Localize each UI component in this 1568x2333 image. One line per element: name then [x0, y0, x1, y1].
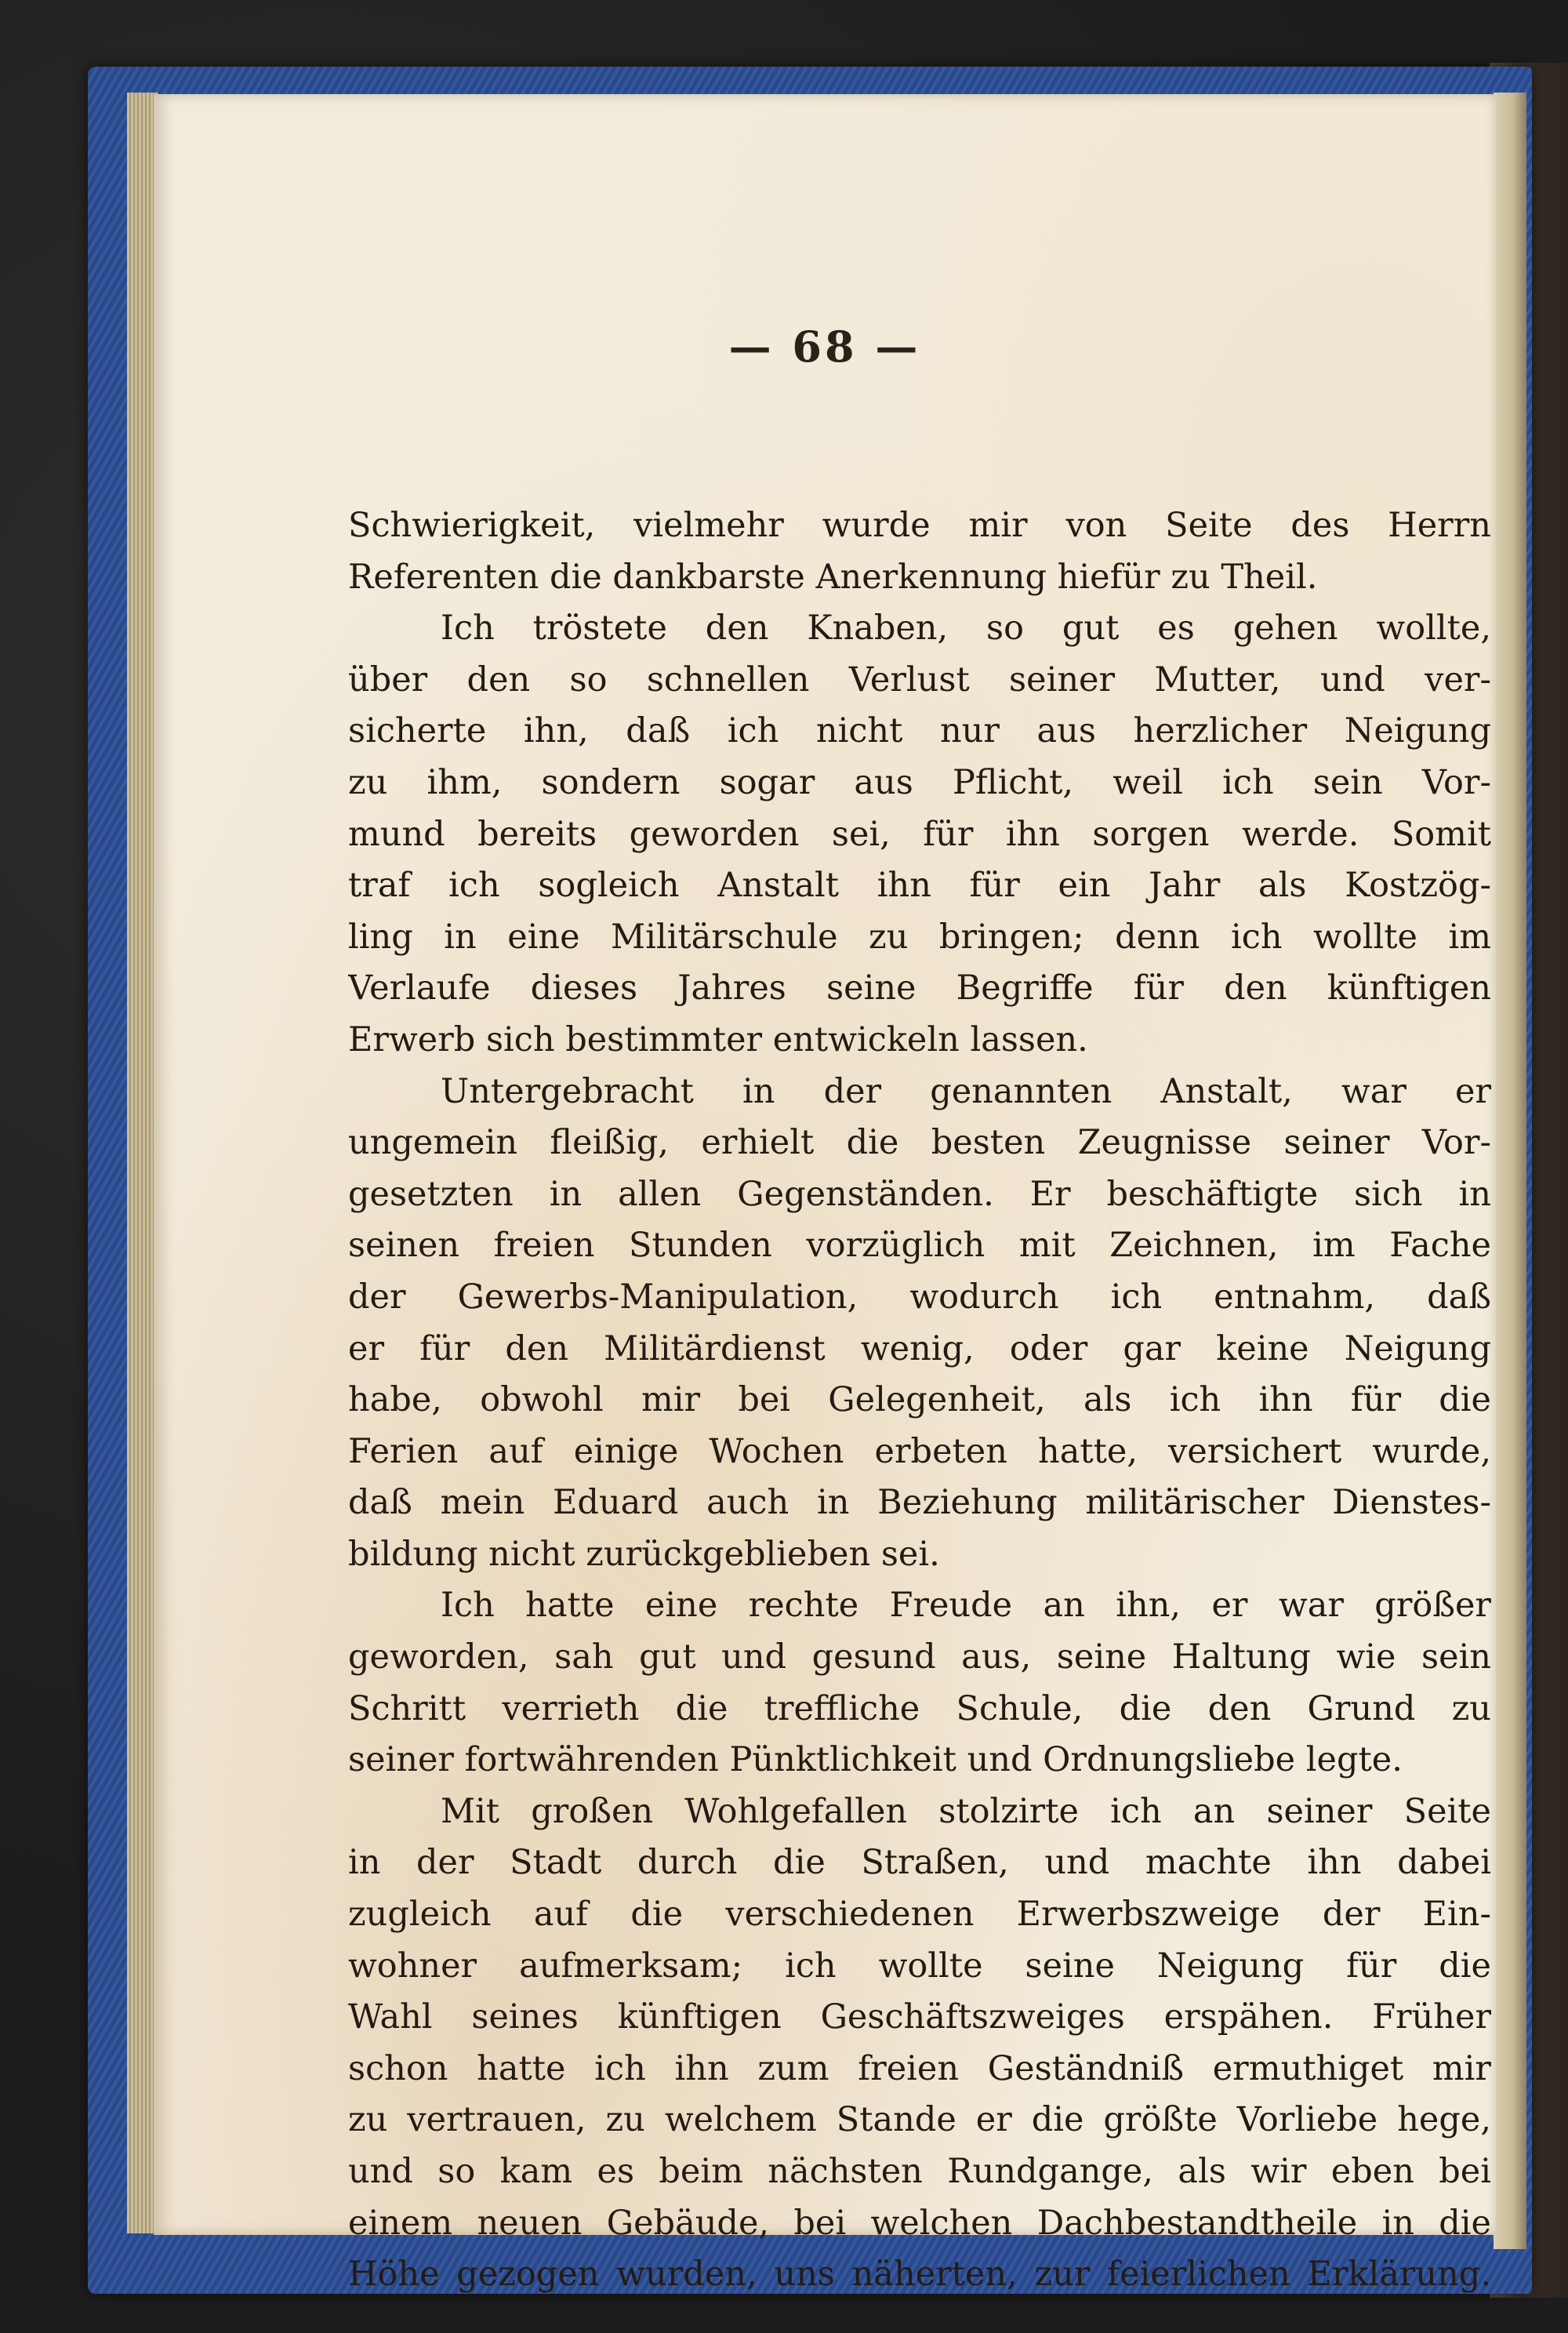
text-line: Schwierigkeit, vielmehr wurde mir von Seite des Herrn — [348, 506, 1491, 545]
text-line: Ich hatte eine rechte Freude an ihn, er war größer — [441, 1586, 1491, 1626]
next-page-edge — [1494, 93, 1526, 2249]
text-line: Untergebracht in der genannten Anstalt, war er — [441, 1071, 1491, 1111]
text-line: Referenten die dankbarste Anerkennung hiefür zu Theil. — [348, 557, 1318, 597]
text-line: geworden, sah gut und gesund aus, seine Haltung wie sein — [348, 1637, 1491, 1677]
text-line: traf ich sogleich Anstalt ihn für ein Jahr als Kostzög- — [348, 866, 1491, 906]
text-line: seiner fortwährenden Pünktlichkeit und Ordnungsliebe legte. — [348, 1740, 1403, 1780]
text-line: Erwerb sich bestimmter entwickeln lassen. — [348, 1019, 1088, 1059]
text-line: zu vertrauen, zu welchem Stande er die größte Vorliebe hege, — [348, 2100, 1491, 2140]
text-line: bildung nicht zurückgeblieben sei. — [348, 1534, 940, 1574]
text-line: gesetzten in allen Gegenständen. Er beschäftigte sich in — [348, 1174, 1491, 1214]
text-line: mund bereits geworden sei, für ihn sorgen werde. Somit — [348, 814, 1491, 854]
book-page — [154, 94, 1496, 2295]
text-line: in der Stadt durch die Straßen, und machte ihn dabei — [348, 1843, 1491, 1883]
page-body-text — [348, 500, 1491, 2301]
text-line: Höhe gezogen wurden, uns näherten, zur feierlichen Erklärung. — [348, 2255, 1491, 2295]
text-line: seinen freien Stunden vorzüglich mit Zeichnen, im Fache — [348, 1226, 1491, 1266]
page-number: — 68 — — [728, 322, 921, 372]
text-line: er für den Militärdienst wenig, oder gar keine Neigung — [348, 1328, 1491, 1368]
text-line: Ich tröstete den Knaben, so gut es gehen wollte, — [441, 609, 1491, 649]
text-line: wohner aufmerksam; ich wollte seine Neigung für die — [348, 1946, 1491, 1986]
text-line: Verlaufe dieses Jahres seine Begriffe für den künftigen — [348, 968, 1491, 1008]
text-line: Schritt verrieth die treffliche Schule, die den Grund zu — [348, 1688, 1491, 1728]
text-line: sicherte ihn, daß ich nicht nur aus herzlicher Neigung — [348, 711, 1491, 751]
text-line: Wahl seines künftigen Geschäftszweiges erspähen. Früher — [348, 1997, 1491, 2037]
text-line: schon hatte ich ihn zum freien Geständniß ermuthiget mir — [348, 2048, 1491, 2088]
text-line: der Gewerbs-Manipulation, wodurch ich entnahm, daß — [348, 1277, 1491, 1317]
text-line: zugleich auf die verschiedenen Erwerbszweige der Ein- — [348, 1895, 1491, 1935]
text-line: über den so schnellen Verlust seiner Mutter, und ver- — [348, 660, 1491, 700]
text-line: ungemein fleißig, erhielt die besten Zeugnisse seiner Vor- — [348, 1123, 1491, 1163]
text-line: Mit großen Wohlgefallen stolzirte ich an seiner Seite — [441, 1791, 1491, 1831]
text-line: und so kam es beim nächsten Rundgange, als wir eben bei — [348, 2152, 1491, 2191]
text-line: habe, obwohl mir bei Gelegenheit, als ich ihn für die — [348, 1380, 1491, 1420]
text-line: Ferien auf einige Wochen erbeten hatte, versichert wurde, — [348, 1431, 1491, 1471]
text-line: ling in eine Militärschule zu bringen; denn ich wollte im — [348, 917, 1491, 957]
text-line: zu ihm, sondern sogar aus Pflicht, weil ich sein Vor- — [348, 762, 1491, 802]
text-line: daß mein Eduard auch in Beziehung militärischer Dienstes- — [348, 1483, 1491, 1523]
text-line: einem neuen Gebäude, bei welchen Dachbestandtheile in die — [348, 2203, 1491, 2243]
